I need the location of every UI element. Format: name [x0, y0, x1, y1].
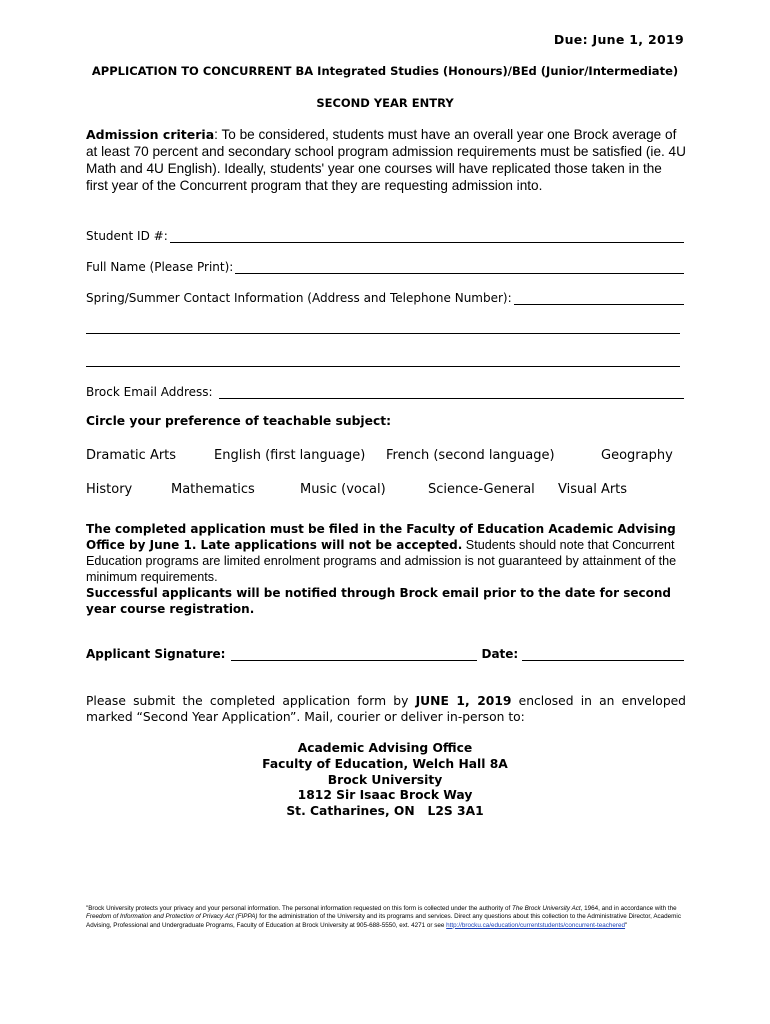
date-label: Date: [481, 647, 519, 661]
filing-deadline: The completed application must be filed in the Faculty of Education Academic Advising Office by June 1. Late applications will not be accepted. [86, 522, 676, 552]
contact-line-2[interactable] [86, 333, 680, 334]
date-line[interactable] [522, 648, 684, 661]
subject-option[interactable]: History [86, 482, 133, 497]
subject-option[interactable]: French (second language) [386, 448, 555, 463]
full-name-field[interactable] [86, 260, 684, 274]
email-line[interactable] [219, 386, 684, 399]
email-field[interactable] [86, 385, 684, 399]
privacy-footnote [86, 905, 682, 930]
admission-criteria [86, 126, 686, 194]
filing-note: Students should note that Concurrent Education programs are limited enrolment programs and admission is not guaranteed by attainment of the minimum requirements. [86, 538, 677, 584]
contact-field[interactable] [86, 291, 684, 305]
admission-criteria-label: Admission criteria [86, 127, 215, 142]
submission-text-2: enclosed in an enveloped marked “Second Year Application”. Mail, courier or deliver in-person to: [86, 694, 686, 724]
contact-line[interactable] [514, 292, 684, 305]
address-line: Academic Advising Office [297, 741, 473, 755]
footnote-text: " [625, 921, 628, 929]
footnote-link[interactable]: http://brocku.ca/education/currentstudents/concurrent-teachered [446, 921, 626, 929]
form-title: APPLICATION TO CONCURRENT BA Integrated Studies (Honours)/BEd (Junior/Intermediate) [91, 64, 679, 78]
signature-label: Applicant Signature: [86, 647, 226, 661]
submission-text: Please submit the completed application form by [86, 694, 416, 708]
filing-notice [86, 521, 686, 617]
mailing-address [0, 741, 770, 820]
student-id-field[interactable] [86, 229, 684, 243]
teachable-heading: Circle your preference of teachable subject: [86, 414, 392, 428]
address-line: St. Catharines, ON L2S 3A1 [286, 804, 484, 819]
subject-option[interactable]: Visual Arts [558, 482, 628, 497]
contact-line-3[interactable] [86, 366, 680, 367]
address-line: 1812 Sir Isaac Brock Way [297, 788, 473, 803]
subject-option[interactable]: Music (vocal) [300, 482, 386, 497]
subject-option[interactable]: English (first language) [214, 448, 366, 463]
full-name-label: Full Name (Please Print): [86, 260, 234, 274]
submission-instructions [86, 693, 686, 725]
footnote-act: Freedom of Information and Protection of Privacy Act (FIPPA) [86, 913, 258, 921]
submission-date: JUNE 1, 2019 [415, 694, 512, 708]
footnote-text: for the administration of the University and its programs and services. Direct any questions about this collection to the Administrative Director, Academic Advising, Professional and Undergraduate Programs, Faculty of Education at Brock University at 905-688-5550, ext. 4271 or see [86, 913, 681, 929]
address-line: Brock University [327, 772, 443, 787]
footnote-text: "Brock University protects your privacy and your personal information. The personal information requested on this form is collected under the authority of [86, 905, 512, 912]
notification-note: Successful applicants will be notified through Brock email prior to the date for second year course registration. [86, 586, 671, 616]
subject-option[interactable]: Geography [601, 448, 673, 463]
signature-row [86, 647, 684, 661]
student-id-line[interactable] [170, 230, 684, 243]
admission-criteria-text: : To be considered, students must have an overall year one Brock average of at least 70 percent and secondary school program admission requirements must be satisfied (ie. 4U Math and 4U English). Ideally, students' year one courses will have replicated those taken in the first year of the Concurrent program that they are requesting admission into. [86, 127, 686, 193]
email-label: Brock Email Address: [86, 385, 213, 399]
footnote-act: The Brock University Act [511, 905, 581, 912]
full-name-line[interactable] [235, 261, 684, 274]
subject-option[interactable]: Science-General [428, 482, 535, 497]
subject-option[interactable]: Dramatic Arts [86, 448, 177, 463]
signature-line[interactable] [231, 648, 477, 661]
student-id-label: Student ID #: [86, 229, 168, 243]
due-date: Due: June 1, 2019 [553, 32, 684, 47]
contact-label: Spring/Summer Contact Information (Address and Telephone Number): [86, 291, 512, 305]
subject-option[interactable]: Mathematics [171, 482, 255, 497]
address-line: Faculty of Education, Welch Hall 8A [262, 756, 508, 771]
footnote-text: , 1964, and in accordance with the [580, 905, 677, 912]
form-subtitle: SECOND YEAR ENTRY [316, 96, 454, 110]
